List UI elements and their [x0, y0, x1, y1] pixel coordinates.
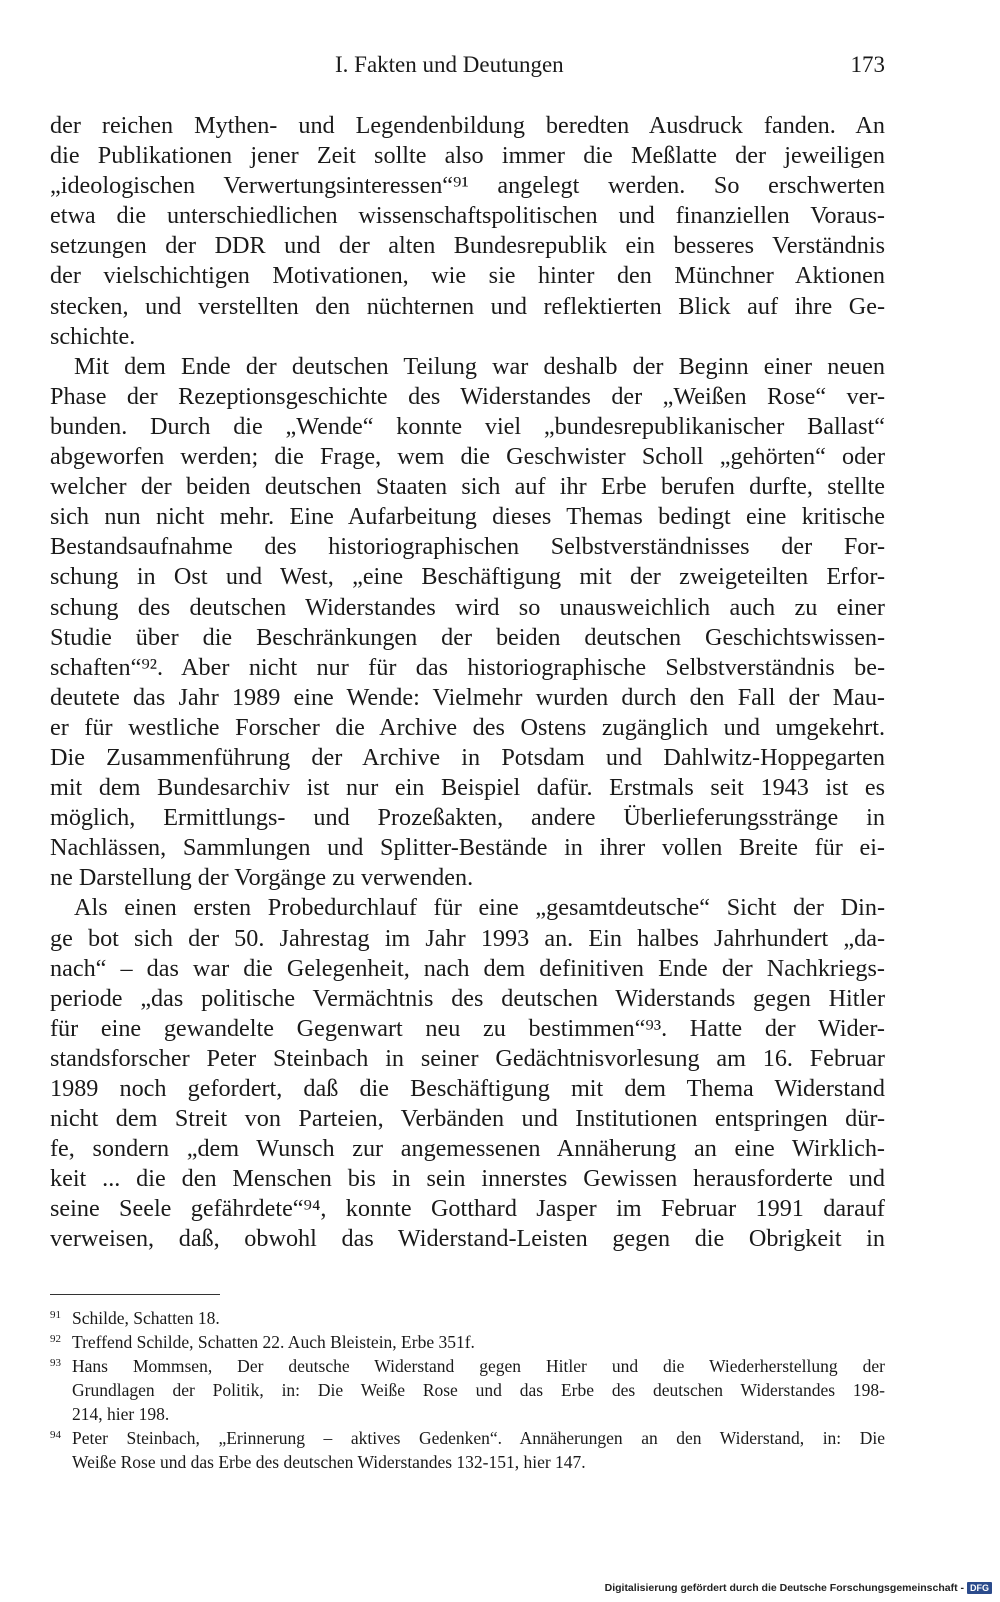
footnote-line: Treffend Schilde, Schatten 22. Auch Bleistein, Erbe 351f. — [72, 1332, 475, 1352]
dfg-logo: DFG — [967, 1582, 992, 1594]
footnote — [50, 1306, 885, 1330]
body-line: Phase der Rezeptionsgeschichte des Widerstandes der „Weißen Rose“ ver- — [50, 382, 885, 410]
body-line: Mit dem Ende der deutschen Teilung war deshalb der Beginn einer neuen — [74, 352, 885, 380]
body-text — [50, 111, 885, 1255]
footnote-line: Grundlagen der Politik, in: Die Weiße Rose und das Erbe des deutschen Widerstandes 198- — [72, 1380, 885, 1400]
footnote-number: 94 — [50, 1429, 61, 1441]
body-line: fe, sondern „dem Wunsch zur angemessenen Annäherung an eine Wirklich- — [50, 1135, 885, 1163]
body-line: keit ... die den Menschen bis in sein innerstes Gewissen herausforderte und — [50, 1165, 885, 1193]
footnote-line: Hans Mommsen, Der deutsche Widerstand gegen Hitler und die Wiederherstellung der — [72, 1356, 885, 1376]
footnote-number: 91 — [50, 1309, 61, 1321]
footnote — [50, 1330, 885, 1354]
body-line: nicht dem Streit von Parteien, Verbänden und Institutionen entspringen dür- — [50, 1105, 885, 1133]
body-line: der vielschichtigen Motivationen, wie sie hinter den Münchner Aktionen — [50, 262, 885, 290]
footnote-number: 92 — [50, 1333, 61, 1345]
footnote-line: Weiße Rose und das Erbe des deutschen Widerstandes 132-151, hier 147. — [72, 1452, 586, 1472]
body-line: Die Zusammenführung der Archive in Potsdam und Dahlwitz-Hoppegarten — [50, 743, 885, 771]
body-line: Studie über die Beschränkungen der beiden deutschen Geschichtswissen- — [50, 623, 885, 651]
page-number: 173 — [850, 52, 885, 77]
body-line: er für westliche Forscher die Archive des Ostens zugänglich und umgekehrt. — [50, 713, 885, 741]
body-line: Bestandsaufnahme des historiographischen Selbstverständnisses der For- — [50, 533, 885, 561]
body-line: nach“ – das war die Gelegenheit, nach dem definitiven Ende der Nachkriegs- — [50, 954, 885, 982]
footnote — [50, 1354, 885, 1426]
body-line: schung des deutschen Widerstandes wird so unausweichlich auch zu einer — [50, 593, 885, 621]
body-line: der reichen Mythen- und Legendenbildung beredten Ausdruck fanden. An — [50, 112, 885, 139]
body-line: sich nun nicht mehr. Eine Aufarbeitung dieses Themas bedingt eine kritische — [50, 503, 885, 531]
body-line: Als einen ersten Probedurchlauf für eine „gesamtdeutsche“ Sicht der Din- — [74, 894, 885, 922]
body-line: 1989 noch gefordert, daß die Beschäftigung mit dem Thema Widerstand — [50, 1075, 885, 1102]
body-line: für eine gewandelte Gegenwart neu zu bestimmen“⁹³. Hatte der Wider- — [50, 1014, 885, 1042]
body-line: periode „das politische Vermächtnis des deutschen Widerstands gegen Hitler — [50, 984, 885, 1012]
body-line: bunden. Durch die „Wende“ konnte viel „bundesrepublikanischer Ballast“ — [50, 412, 885, 440]
footnote-line: Peter Steinbach, „Erinnerung – aktives Gedenken“. Annäherungen an den Widerstand, in: Die — [72, 1428, 885, 1448]
footnote-line: Schilde, Schatten 18. — [72, 1308, 220, 1328]
body-line: ge bot sich der 50. Jahrestag im Jahr 1993 an. Ein halbes Jahrhundert „da- — [50, 924, 885, 952]
chapter-title: I. Fakten und Deutungen — [335, 52, 564, 77]
body-line: Nachlässen, Sammlungen und Splitter-Bestände in ihrer vollen Breite für ei- — [50, 834, 885, 862]
body-line: ne Darstellung der Vorgänge zu verwenden. — [50, 864, 474, 892]
body-line: schaften“⁹². Aber nicht nur für das historiographische Selbstverständnis be- — [50, 653, 885, 681]
body-line: abgeworfen werden; die Frage, wem die Geschwister Scholl „gehörten“ oder — [50, 443, 885, 471]
body-line: schung in Ost und West, „eine Beschäftigung mit der zweigeteilten Erfor- — [50, 563, 885, 591]
body-line: etwa die unterschiedlichen wissenschaftspolitischen und finanziellen Voraus- — [50, 202, 885, 230]
body-line: deutete das Jahr 1989 eine Wende: Vielmehr wurden durch den Fall der Mau- — [50, 683, 885, 711]
footnote — [50, 1426, 885, 1474]
body-line: verweisen, daß, obwohl das Widerstand-Leisten gegen die Obrigkeit in — [50, 1225, 885, 1253]
body-line: schichte. — [50, 322, 136, 350]
body-line: „ideologischen Verwertungsinteressen“⁹¹ angelegt werden. So erschwerten — [50, 172, 885, 200]
body-line: die Publikationen jener Zeit sollte also immer die Meßlatte der jeweiligen — [50, 142, 885, 170]
footnote-line: 214, hier 198. — [72, 1404, 170, 1424]
body-line: standsforscher Peter Steinbach in seiner Gedächtnisvorlesung am 16. Februar — [50, 1044, 885, 1072]
footnote-separator — [50, 1294, 220, 1295]
running-header — [50, 52, 885, 82]
digitization-credit — [605, 1582, 992, 1594]
body-line: möglich, Ermittlungs- und Prozeßakten, andere Überlieferungsstränge in — [50, 804, 885, 832]
body-line: stecken, und verstellten den nüchternen und reflektierten Blick auf ihre Ge- — [50, 292, 885, 320]
footnotes — [50, 1306, 885, 1474]
body-line: mit dem Bundesarchiv ist nur ein Beispiel dafür. Erstmals seit 1943 ist es — [50, 774, 885, 802]
body-line: seine Seele gefährdete“⁹⁴, konnte Gotthard Jasper im Februar 1991 darauf — [50, 1195, 885, 1223]
body-line: welcher der beiden deutschen Staaten sich auf ihr Erbe berufen durfte, stellte — [50, 473, 885, 501]
footnote-number: 93 — [50, 1357, 61, 1369]
body-line: setzungen der DDR und der alten Bundesrepublik ein besseres Verständnis — [50, 232, 885, 260]
credit-text: Digitalisierung gefördert durch die Deutsche Forschungsgemeinschaft - — [604, 1582, 964, 1594]
